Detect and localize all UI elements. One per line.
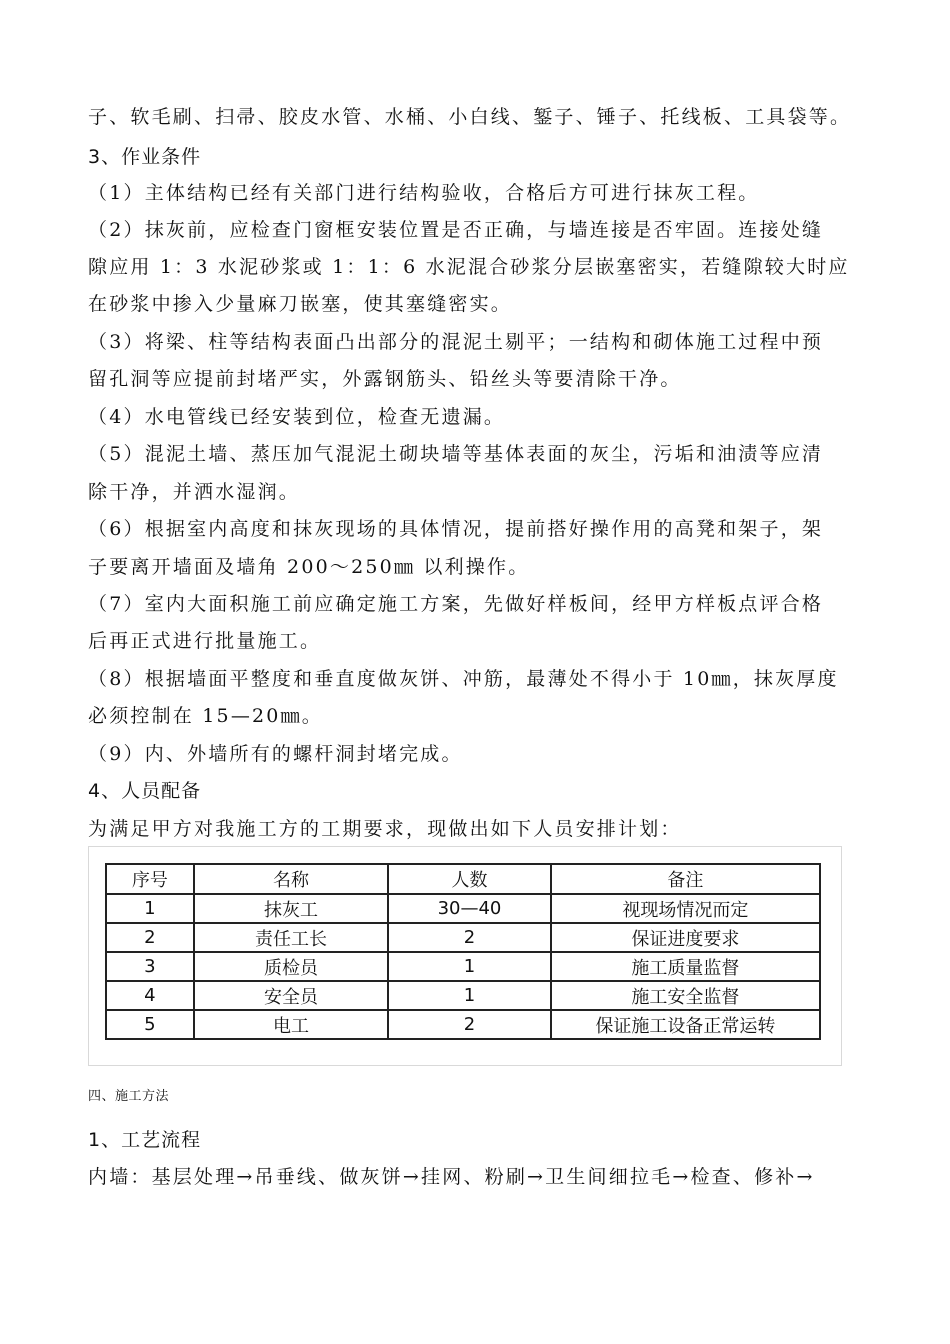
condition-7-line-1: （7）室内大面积施工前应确定施工方案，先做好样板间，经甲方样板点评合格: [88, 593, 824, 615]
cell-no: 3: [106, 952, 194, 981]
condition-6-line-2: 子要离开墙面及墙角 200～250㎜ 以利操作。: [88, 556, 530, 578]
condition-2-line-2: 隙应用 1：3 水泥砂浆或 1：1：6 水泥混合砂浆分层嵌塞密实，若缝隙较大时应: [88, 256, 850, 278]
cell-no: 1: [106, 894, 194, 923]
table-row: [106, 981, 820, 1010]
table-row: [106, 952, 820, 981]
condition-9: （9）内、外墙所有的螺杆洞封堵完成。: [88, 743, 463, 765]
condition-8-line-1: （8）根据墙面平整度和垂直度做灰饼、冲筋，最薄处不得小于 10㎜，抹灰厚度: [88, 668, 839, 690]
heading-process-flow: 1、工艺流程: [88, 1129, 202, 1151]
heading-staffing: 4、人员配备: [88, 780, 202, 802]
table-row: [106, 894, 820, 923]
condition-7-line-2: 后再正式进行批量施工。: [88, 630, 322, 652]
condition-8-line-2: 必须控制在 15—20㎜。: [88, 705, 323, 727]
header-no: 序号: [106, 864, 194, 894]
condition-2-line-3: 在砂浆中掺入少量麻刀嵌塞，使其塞缝密实。: [88, 293, 513, 315]
condition-6-line-1: （6）根据室内高度和抹灰现场的具体情况，提前搭好操作用的高凳和架子，架: [88, 518, 824, 540]
cell-name: 安全员: [194, 981, 388, 1010]
process-flow-line: 内墙：基层处理→吊垂线、做灰饼→挂网、粉刷→卫生间细拉毛→检查、修补→: [88, 1166, 815, 1188]
staffing-intro: 为满足甲方对我施工方的工期要求，现做出如下人员安排计划：: [88, 818, 682, 840]
section-construction-method: 四、施工方法: [88, 1089, 170, 1104]
table-header-row: [106, 864, 820, 894]
cell-remark: 保证进度要求: [551, 923, 820, 952]
cell-count: 1: [388, 981, 551, 1010]
cell-no: 2: [106, 923, 194, 952]
cell-no: 4: [106, 981, 194, 1010]
condition-3-line-2: 留孔洞等应提前封堵严实，外露钢筋头、铅丝头等要清除干净。: [88, 368, 682, 390]
condition-2-line-1: （2）抹灰前，应检查门窗框安装位置是否正确，与墙连接是否牢固。连接处缝: [88, 219, 824, 241]
tools-list-line: 子、软毛刷、扫帚、胶皮水管、水桶、小白线、錾子、锤子、托线板、工具袋等。: [88, 106, 852, 128]
header-remark: 备注: [551, 864, 820, 894]
table-row: [106, 1010, 820, 1039]
condition-5-line-2: 除干净，并洒水湿润。: [88, 481, 301, 503]
cell-name: 电工: [194, 1010, 388, 1039]
staff-table-frame: [88, 846, 842, 1066]
condition-1: （1）主体结构已经有关部门进行结构验收，合格后方可进行抹灰工程。: [88, 182, 760, 204]
cell-remark: 施工质量监督: [551, 952, 820, 981]
cell-count: 30—40: [388, 894, 551, 923]
cell-no: 5: [106, 1010, 194, 1039]
condition-3-line-1: （3）将梁、柱等结构表面凸出部分的混泥土剔平；一结构和砌体施工过程中预: [88, 331, 824, 353]
table-row: [106, 923, 820, 952]
cell-remark: 保证施工设备正常运转: [551, 1010, 820, 1039]
cell-count: 2: [388, 923, 551, 952]
cell-remark: 施工安全监督: [551, 981, 820, 1010]
cell-name: 质检员: [194, 952, 388, 981]
cell-count: 2: [388, 1010, 551, 1039]
header-count: 人数: [388, 864, 551, 894]
header-name: 名称: [194, 864, 388, 894]
cell-name: 抹灰工: [194, 894, 388, 923]
heading-work-conditions: 3、作业条件: [88, 146, 202, 168]
cell-count: 1: [388, 952, 551, 981]
staff-table: [105, 863, 821, 1040]
condition-4: （4）水电管线已经安装到位，检查无遗漏。: [88, 406, 506, 428]
cell-name: 责任工长: [194, 923, 388, 952]
cell-remark: 视现场情况而定: [551, 894, 820, 923]
condition-5-line-1: （5）混泥土墙、蒸压加气混泥土砌块墙等基体表面的灰尘，污垢和油渍等应清: [88, 443, 824, 465]
